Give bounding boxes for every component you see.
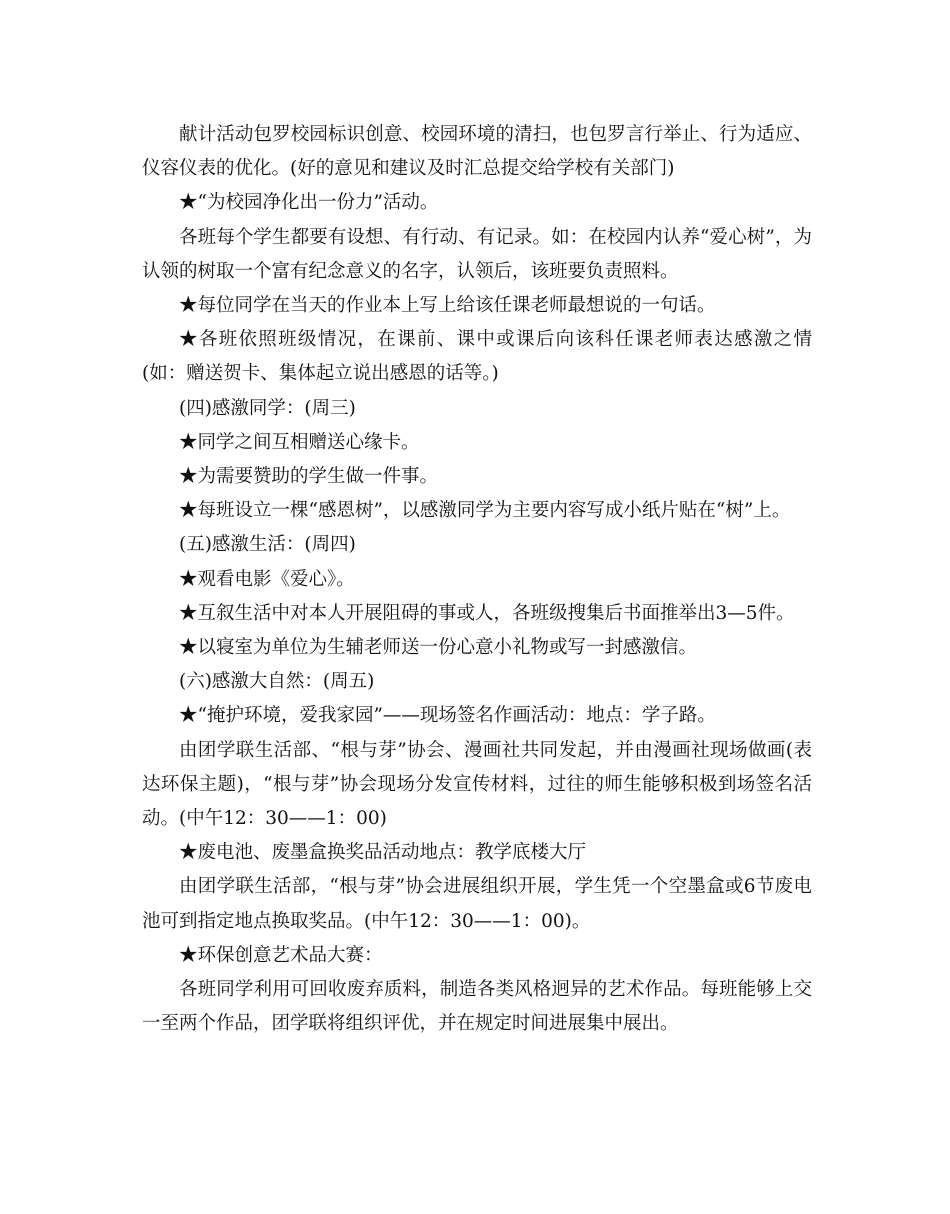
paragraph: ★“为校园净化出一份力”活动。 bbox=[179, 192, 439, 214]
paragraph: 献计活动包罗校园标识创意、校园环境的清扫，也包罗言行举止、行为适应、仪容仪表的优化。(好的意见和建议及时汇总提交给学校有关部门) bbox=[142, 124, 812, 180]
paragraph: 各班同学利用可回收废弃质料，制造各类风格迥异的艺术作品。每班能够上交一至两个作品，团学联将组织评优，并在规定时间进展集中展出。 bbox=[142, 979, 812, 1035]
paragraph: ★“掩护环境，爱我家园”——现场签名作画活动：地点：学子路。 bbox=[179, 705, 716, 727]
paragraph: ★废电池、废墨盒换奖品活动地点：教学底楼大厅 bbox=[179, 842, 587, 864]
section-heading: (五)感激生活：(周四) bbox=[179, 534, 356, 556]
paragraph: ★以寝室为单位为生辅老师送一份心意小礼物或写一封感激信。 bbox=[179, 637, 698, 659]
section-heading: (六)感激大自然：(周五) bbox=[179, 671, 375, 693]
document-body bbox=[142, 118, 812, 1041]
paragraph: ★环保创意艺术品大赛： bbox=[179, 944, 383, 966]
paragraph: 由团学联生活部，“根与芽”协会进展组织开展，学生凭一个空墨盒或6节废电池可到指定地点换取奖品。(中午12：30——1：00)。 bbox=[142, 876, 812, 932]
paragraph: 由团学联生活部、“根与芽”协会、漫画社共同发起，并由漫画社现场做画(表达环保主题)，“根与芽”协会现场分发宣传材料，过往的师生能够积极到场签名活动。(中午12：30——1：00) bbox=[142, 739, 812, 830]
paragraph: ★观看电影《爱心》。 bbox=[179, 568, 355, 590]
paragraph: ★各班依照班级情况，在课前、课中或课后向该科任课老师表达感激之情(如：赠送贺卡、集体起立说出感恩的话等。) bbox=[142, 329, 812, 385]
paragraph: 各班每个学生都要有设想、有行动、有记录。如：在校园内认养“爱心树”，为认领的树取一个富有纪念意义的名字，认领后，该班要负责照料。 bbox=[142, 226, 812, 282]
paragraph: ★每班设立一棵“感恩树”，以感激同学为主要内容写成小纸片贴在“树”上。 bbox=[179, 500, 791, 522]
paragraph: ★同学之间互相赠送心缘卡。 bbox=[179, 431, 420, 453]
paragraph: ★互叙生活中对本人开展阻碍的事或人，各班级搜集后书面推举出3—5件。 bbox=[179, 602, 795, 624]
section-heading: (四)感激同学：(周三) bbox=[179, 397, 356, 419]
paragraph: ★为需要赞助的学生做一件事。 bbox=[179, 466, 439, 488]
paragraph: ★每位同学在当天的作业本上写上给该任课老师最想说的一句话。 bbox=[179, 295, 716, 317]
